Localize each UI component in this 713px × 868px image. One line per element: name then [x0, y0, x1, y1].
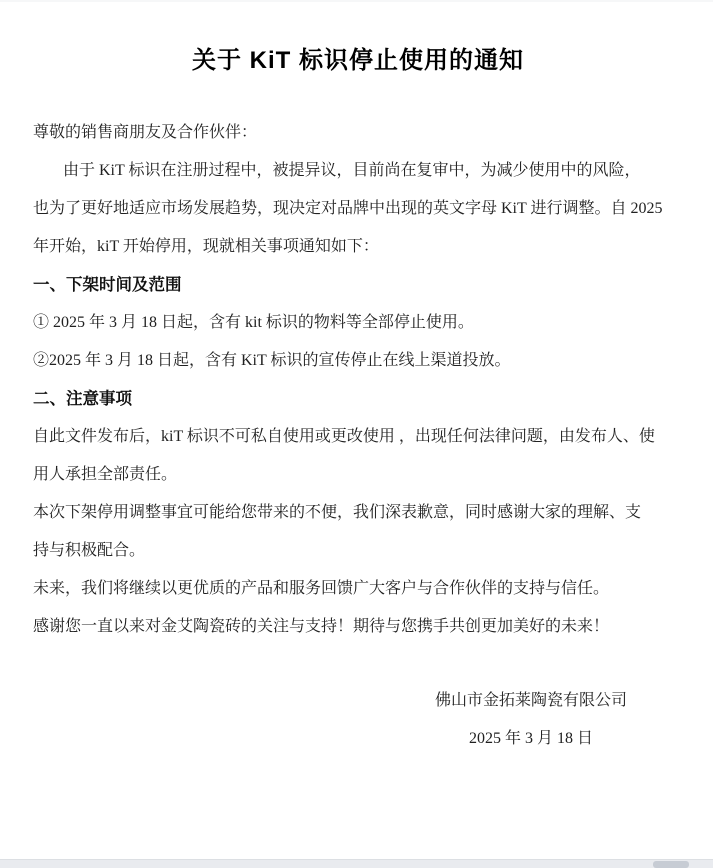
section2-para3: 未来，我们将继续以更优质的产品和服务回馈广大客户与合作伙伴的支持与信任。 — [33, 580, 610, 597]
page-title: 关于 KiT 标识停止使用的通知 — [192, 47, 524, 74]
section1-heading: 一、下架时间及范围 — [33, 276, 182, 294]
section2-para2-line1: 本次下架停用调整事宜可能给您带来的不便，我们深表歉意，同时感谢大家的理解、支 — [33, 504, 642, 521]
notice-document — [33, 0, 683, 758]
intro-line-1: 由于 KiT 标识在注册过程中，被提异议，目前尚在复审中，为减少使用中的风险， — [63, 162, 641, 179]
section2-heading: 二、注意事项 — [33, 390, 132, 408]
section2-para1-line2: 用人承担全部责任。 — [33, 466, 178, 483]
horizontal-scrollbar-track[interactable] — [0, 859, 713, 868]
section2-para1-line1: 自此文件发布后，kiT 标识不可私自使用或更改使用 ，出现任何法律问题，由发布人、使 — [33, 428, 655, 445]
section1-item-1: ① 2025 年 3 月 18 日起，含有 kit 标识的物料等全部停止使用。 — [33, 314, 474, 331]
signature-date: 2025 年 3 月 18 日 — [468, 730, 593, 747]
section2-para4: 感谢您一直以来对金艾陶瓷砖的关注与支持！期待与您携手共创更加美好的未来！ — [33, 618, 610, 635]
salutation: 尊敬的销售商朋友及合作伙伴： — [33, 124, 258, 141]
signature-company: 佛山市金拓莱陶瓷有限公司 — [434, 692, 627, 709]
signature-block — [33, 682, 683, 758]
intro-line-3: 年开始，kiT 开始停用，现就相关事项通知如下： — [33, 238, 379, 255]
intro-line-2: 也为了更好地适应市场发展趋势，现决定对品牌中出现的英文字母 KiT 进行调整。自 2025 — [33, 200, 663, 217]
notice-body — [33, 114, 683, 646]
section2-para2-line2: 持与积极配合。 — [33, 542, 146, 559]
horizontal-scrollbar-thumb[interactable] — [653, 861, 689, 868]
section1-item-2: ②2025 年 3 月 18 日起，含有 KiT 标识的宣传停止在线上渠道投放。 — [33, 352, 511, 369]
